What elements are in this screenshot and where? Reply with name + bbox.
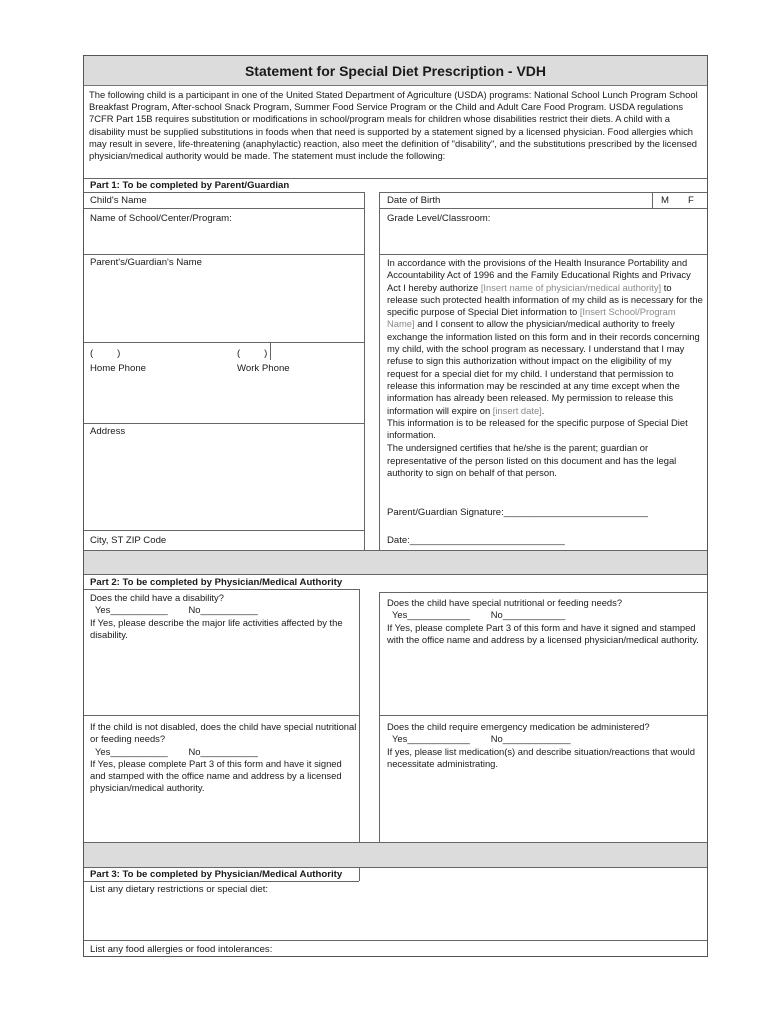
part2-heading: Part 2: To be completed by Physician/Medical Authority xyxy=(90,577,343,588)
disability-yes-no: Yes___________ No___________ xyxy=(90,604,258,616)
divider xyxy=(364,192,365,550)
nutrition-question: Does the child have special nutritional or feeding needs? xyxy=(387,597,623,608)
signature-field[interactable]: Parent/Guardian Signature:___________________________ xyxy=(387,507,648,518)
divider xyxy=(84,589,359,590)
food-allergies-label: List any food allergies or food intolerances: xyxy=(90,944,273,955)
not-disabled-question: If the child is not disabled, does the child have special nutritional or feeding needs? xyxy=(90,721,357,745)
divider xyxy=(84,940,707,941)
divider xyxy=(270,342,271,360)
divider xyxy=(84,715,359,716)
dietary-restrictions-label: List any dietary restrictions or special diet: xyxy=(90,884,269,895)
sex-f-label: F xyxy=(688,195,694,206)
divider xyxy=(84,192,364,193)
medication-question-block xyxy=(387,721,703,770)
divider xyxy=(379,208,707,209)
certification-text: The undersigned certifies that he/she is the parent; guardian or representative of the person listed on this document and has the legal authority to sign on behalf of that person. xyxy=(387,442,677,479)
divider xyxy=(379,192,380,550)
date-of-birth-label: Date of Birth xyxy=(387,195,441,206)
parent-name-label: Parent's/Guardian's Name xyxy=(90,257,202,268)
divider xyxy=(84,530,364,531)
nutrition-yes-no: Yes____________ No____________ xyxy=(387,609,566,621)
special-diet-form xyxy=(83,55,708,957)
school-placeholder: [Insert School/Program Name] xyxy=(387,306,676,330)
sex-m-label: M xyxy=(661,195,669,206)
section-spacer xyxy=(84,550,707,575)
work-phone-label: Work Phone xyxy=(237,363,290,374)
divider xyxy=(84,881,359,882)
divider xyxy=(379,254,707,255)
divider xyxy=(652,192,653,208)
intro-paragraph: The following child is a participant in one of the United Stated Department of Agriculture (USDA) programs: National School Lunch Program School Breakfast Program, After-school Snack Program, Summer Food Service Program or the Child and Adult Care Food Program. USDA regulations 7CFR Part 15B requires substitution or modifications in school/program meals for children whose disabilities restrict their diets. A child with a disability must be supplied substitutions in foods when that need is supported by a statement signed by a licensed physician. Food allergies which may result in severe, life-threatening (anaphylactic) reaction, also meet the definition of "disability", and the substitutions prescribed by the licensed physician/medical authority would be made. The statement must include the following: xyxy=(89,89,698,162)
section-spacer xyxy=(84,842,707,868)
physician-placeholder: [Insert name of physician/medical authority] xyxy=(480,281,662,293)
divider xyxy=(379,715,707,716)
form-title: Statement for Special Diet Prescription - VDH xyxy=(84,56,707,86)
date-placeholder: [insert date] xyxy=(492,404,542,416)
city-state-zip-label: City, ST ZIP Code xyxy=(90,535,167,546)
home-phone-label: Home Phone xyxy=(90,363,146,374)
address-label: Address xyxy=(90,426,126,437)
divider xyxy=(84,423,364,424)
school-label: Name of School/Center/Program: xyxy=(90,213,232,224)
not-disabled-yes-no: Yes___________ No___________ xyxy=(90,745,258,757)
not-disabled-question-block xyxy=(90,721,358,795)
divider xyxy=(359,868,360,881)
divider xyxy=(84,208,364,209)
part3-heading: Part 3: To be completed by Physician/Medical Authority xyxy=(90,869,343,880)
divider xyxy=(379,592,380,842)
divider xyxy=(84,254,364,255)
divider xyxy=(359,589,360,842)
nutrition-question-block xyxy=(387,597,703,646)
part3-instructions-b: If Yes, please complete Part 3 of this form and have it signed and stamped with the office name and address by a licensed physician/medical authority. xyxy=(90,757,342,794)
hipaa-consent-text: In accordance with the provisions of the Health Insurance Portability and Accountability Act of 1996 and the Family Educational Rights and Privacy Act I hereby authorize [Insert name of physician/medical authority] to release such protected health information of my child as is necessary for the specific purpose of Special Diet information to [Insert School/Program Name] and I consent to allow the physician/medical authority to freely exchange the information listed on this form and in their records concerning my child, with the school program as necessary. I understand that I may refuse to sign this authorization without impact on the eligibility of my request for a special diet for my child. I understand that permission to release this information may be rescinded at any time except when the information has already been released. My permission to release this information will expire on [insert date]. This information is to be released for the specific purpose of Special Diet information. The undersigned certifies that he/she is the parent; guardian or representative of the person listed on this document and has the legal authority to sign on behalf of that person. xyxy=(387,257,703,479)
medication-yes-no: Yes____________ No_____________ xyxy=(387,733,571,745)
release-purpose-text: This information is to be released for the specific purpose of Special Diet information. xyxy=(387,416,688,441)
medication-instructions: If yes, please list medication(s) and describe situation/reactions that would necessitate administrating. xyxy=(387,745,695,769)
describe-instructions: If Yes, please describe the major life activities affected by the disability. xyxy=(90,616,343,640)
part3-instructions: If Yes, please complete Part 3 of this form and have it signed and stamped with the office name and address by a licensed physician/medical authority. xyxy=(387,621,699,645)
disability-question: Does the child have a disability? xyxy=(90,592,224,603)
divider xyxy=(84,178,707,179)
work-area-code: ( ) xyxy=(237,348,268,359)
medication-question: Does the child require emergency medication be administered? xyxy=(387,721,650,732)
childs-name-label: Child's Name xyxy=(90,195,147,206)
divider xyxy=(379,192,707,193)
grade-label: Grade Level/Classroom: xyxy=(387,213,491,224)
divider xyxy=(379,592,707,593)
date-field[interactable]: Date:_____________________________ xyxy=(387,535,565,546)
divider xyxy=(84,342,364,343)
disability-question-block xyxy=(90,592,355,641)
home-area-code: ( ) xyxy=(90,348,121,359)
part1-heading: Part 1: To be completed by Parent/Guardian xyxy=(90,180,290,191)
